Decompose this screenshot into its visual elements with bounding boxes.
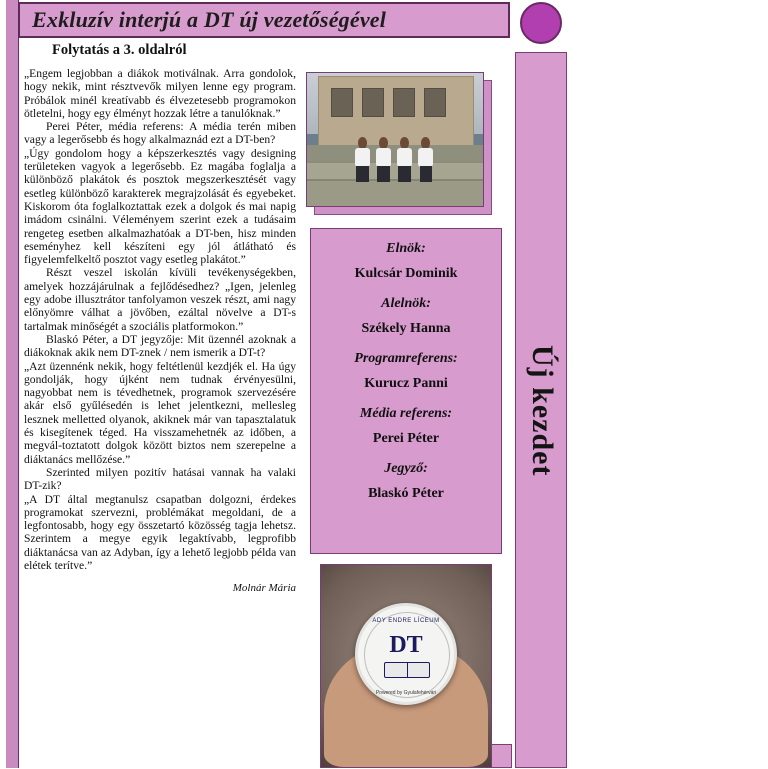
leader-name: Székely Hanna: [361, 321, 451, 336]
article-paragraph: Blaskó Péter, a DT jegyzője: Mit üzennél azoknak a diákoknak akik nem DT-znek / nem ismerik a DT-t?: [24, 332, 296, 360]
photo-dt-badge: [320, 564, 492, 768]
article-paragraph: Részt veszel iskolán kívüli tevékenységekben, amelyek hozzájárulnak a fejlődésedhez? „Igen, jelenleg egy adobe illusztrátor tanfolyamon veszek részt, ami nagy előnyömre válhat a jövőben, ezáltal növelve a DT-s tartalmak minőségét a szociális platformokon.”: [24, 266, 296, 333]
article-paragraph: Perei Péter, média referens: A média terén miben vagy a legerősebb és hogy alkalmaznád ezt a DT-ben?: [24, 120, 296, 147]
vertical-banner-label: Új kezdet: [526, 345, 559, 477]
vertical-banner: [515, 52, 567, 768]
page-title: Exkluzív interjú a DT új vezetőségével: [32, 7, 387, 32]
badge-footer-text: Powered by Gyulafehérvári: [375, 689, 437, 696]
photo-person: [374, 137, 393, 182]
leadership-list: [310, 228, 502, 554]
article-paragraph: „Azt üzennénk nekik, hogy feltétlenül kezdjék el. Ha úgy gondolják, hogy újként nem tudnak érvényesülni, nagyobbat nem is tévedhetnek, programok szervezésére akár első gyűlésedén is lehet jelentkezni, mellesleg lesznek melletted olyanok, akiknek már van tapasztalatuk és kisegítenek téged. Ha visszamehetnék az időben, a megvál-toztatott dolgok között biztos nem szerepelne a diáktanács mellőzése.”: [24, 359, 296, 466]
badge-main-text: DT: [389, 631, 423, 658]
article-paragraph: „Engem legjobban a diákok motiválnak. Arra gondolok, hogy nekik, mint résztvevők milyen lenne egy program. Próbálok minél kreatívabb és élvezetesebb programokon ötletelni, hogy egy élményt hozzak létre a tanulóknak.”: [24, 67, 296, 120]
leader-role: Elnök:: [386, 241, 426, 256]
photo-steps-lower: [307, 179, 483, 207]
photo-window: [424, 88, 446, 118]
photo-person: [395, 137, 414, 182]
article-paragraph: „Úgy gondolom hogy a képszerkesztés vagy designing területeken vagyok a legerősebb. Ez magába foglalja a különböző plakátok és posztok megszerkesztését vagy esetleg különböző karakterek megrajzolását és egyebeket. Kiskorom óta foglalkoztattak ezek a dolgok és mai napig imádom csinálni. Véleményem szerint ezek a tudásaim rengeteg esetben alkalmazhatóak a DT-ben, hisz minden eseményhez kell készíteni egy jól átlátható és figyelemfelkeltő posztot vagy esetleg plakátot.”: [24, 146, 296, 267]
article-column: [24, 42, 296, 594]
photo-person: [416, 137, 435, 182]
photo-window: [393, 88, 415, 118]
badge-top-text: ADY ENDRE LÍCEUM: [372, 617, 440, 624]
leader-role: Alelnök:: [381, 296, 431, 311]
article-byline: Molnár Mária: [232, 582, 296, 595]
photo-window: [331, 88, 353, 118]
badge-pin: [355, 603, 457, 705]
photo-person: [353, 137, 372, 182]
leader-name: Kurucz Panni: [364, 376, 448, 391]
photo-students-group: [306, 72, 484, 207]
badge-book-icon: [384, 662, 430, 678]
leader-role: Programreferens:: [354, 351, 458, 366]
article-subhead: Folytatás a 3. oldalról: [52, 42, 187, 58]
left-edge-strip: [6, 0, 19, 768]
leader-name: Kulcsár Dominik: [354, 266, 458, 281]
leader-role: Jegyző:: [384, 461, 428, 476]
article-paragraph: „A DT által megtanulsz csapatban dolgozni, érdekes programokat szervezni, problémákat megoldani, de a legfontosabb, hogy egy összetartó közösség tagja lehetsz. Szerintem a megye egyik legaktívabb, legprofibb diáktanácsa van az Adyban, így a lehető legjobb példa van elétek terítve.”: [24, 492, 296, 572]
article-paragraph: Szerinted milyen pozitív hatásai vannak ha valaki DT-zik?: [24, 465, 296, 493]
headline-banner: [18, 2, 510, 38]
leader-role: Média referens:: [359, 406, 453, 421]
leader-name: Perei Péter: [372, 431, 440, 446]
header-circle-decoration: [520, 2, 562, 44]
photo-window: [362, 88, 384, 118]
leader-name: Blaskó Péter: [368, 486, 444, 501]
